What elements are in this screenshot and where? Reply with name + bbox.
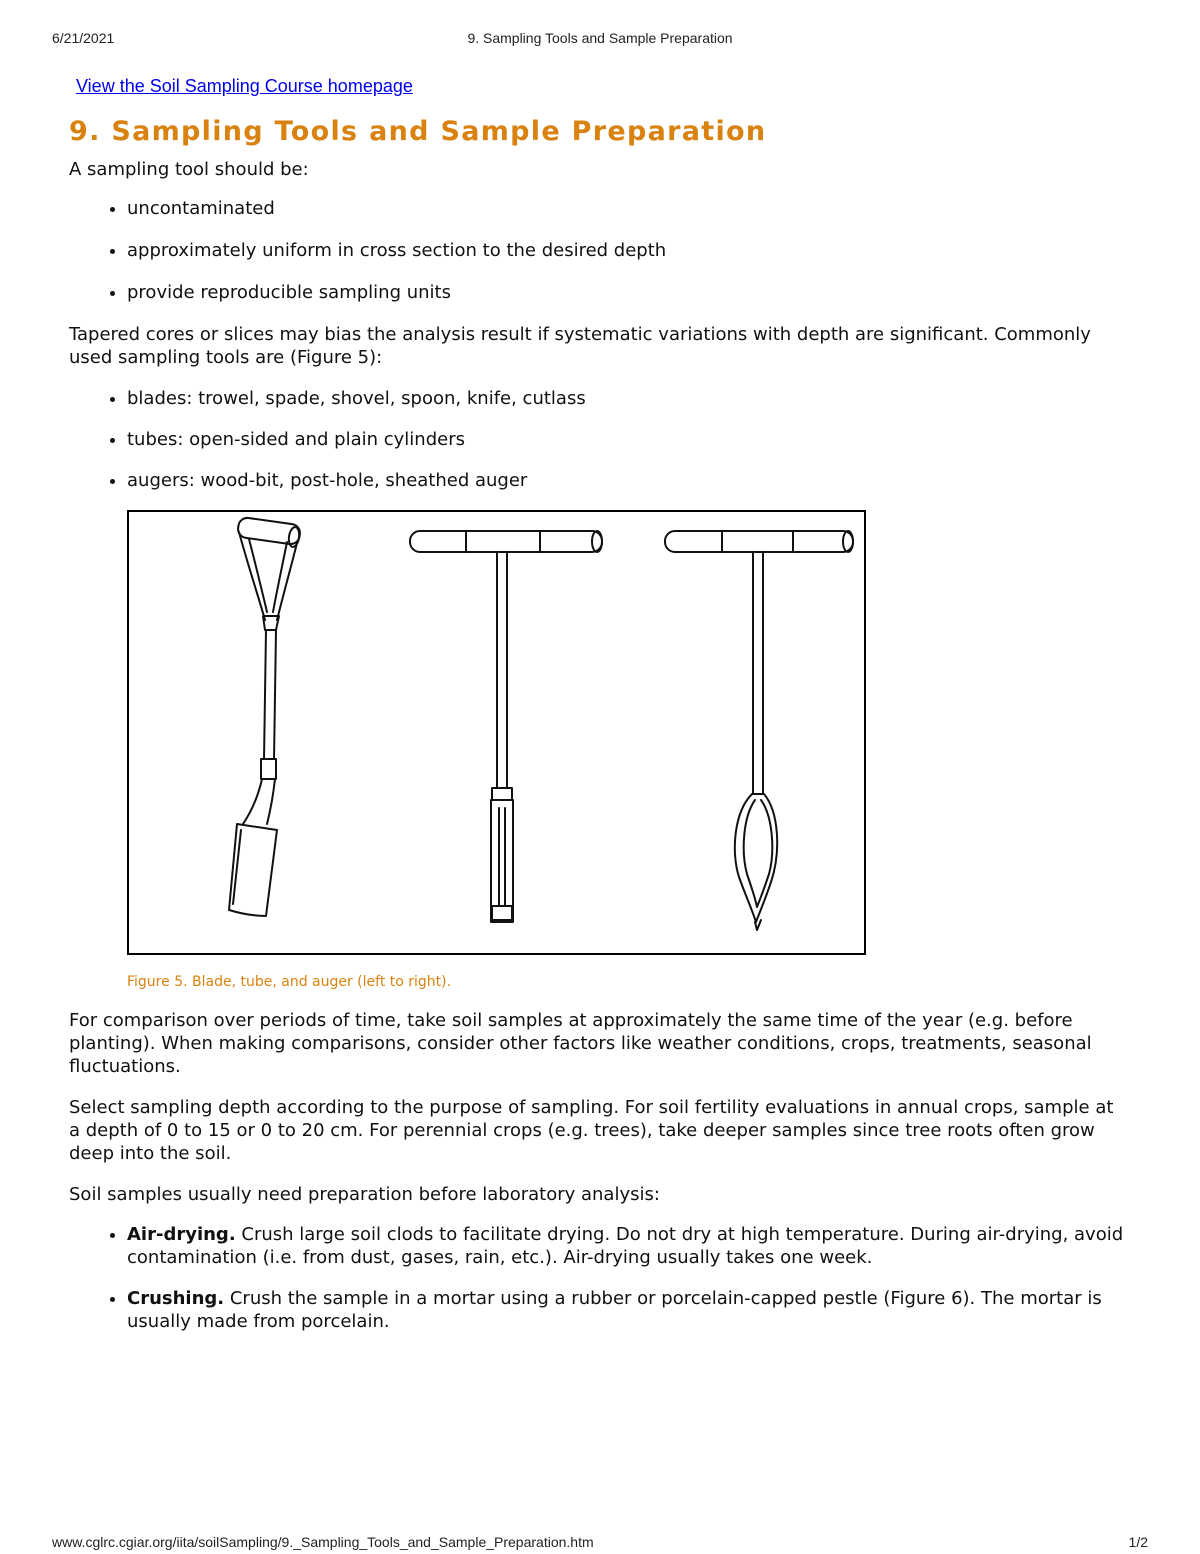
list-item: • tubes: open-sided and plain cylinders	[127, 428, 1129, 451]
depth-paragraph: Select sampling depth according to the purpose of sampling. For soil fertility evaluations in annual crops, sample at a depth of 0 to 15 or 0 to 20 cm. For perennial crops (e.g. trees), take deeper samples since tree roots often grow deep into the soil.	[69, 1097, 1114, 1164]
list-item	[127, 1223, 1129, 1269]
print-url: www.cglrc.cgiar.org/iita/soilSampling/9._Sampling_Tools_and_Sample_Preparation.htm	[52, 1534, 594, 1550]
homepage-link[interactable]: View the Soil Sampling Course homepage	[76, 76, 413, 96]
step-term: Crushing.	[127, 1288, 225, 1309]
page-title: 9. Sampling Tools and Sample Preparation	[69, 116, 767, 147]
step-text: Crush the sample in a mortar using a rubber or porcelain-capped pestle (Figure 6). The mortar is usually made from porcelain.	[127, 1288, 1102, 1332]
print-footer	[52, 1534, 1148, 1554]
list-item	[127, 1287, 1129, 1333]
step-term: Air-drying.	[127, 1224, 236, 1245]
auger-drawing	[665, 531, 853, 930]
print-date: 6/21/2021	[52, 30, 115, 46]
comparison-paragraph: For comparison over periods of time, take soil samples at approximately the same time of the year (e.g. before planting). When making comparisons, consider other factors like weather conditions, crops, treatments, seasonal fluctuations.	[69, 1010, 1092, 1077]
page-content	[69, 76, 1129, 1351]
figure-5-image	[127, 510, 866, 955]
tools-illustration	[129, 512, 864, 953]
list-item: • augers: wood-bit, post-hole, sheathed auger	[127, 469, 1129, 492]
tapered-paragraph: Tapered cores or slices may bias the analysis result if systematic variations with depth are significant. Commonly used sampling tools are (Figure 5):	[69, 324, 1091, 368]
print-title: 9. Sampling Tools and Sample Preparation	[467, 30, 733, 46]
intro-paragraph: A sampling tool should be:	[69, 159, 309, 180]
step-text: Crush large soil clods to facilitate drying. Do not dry at high temperature. During air-drying, avoid contamination (i.e. from dust, gases, rain, etc.). Air-drying usually takes one week.	[127, 1224, 1124, 1268]
prep-steps-list	[69, 1223, 1129, 1333]
tools-list	[69, 387, 1129, 492]
list-item: • provide reproducible sampling units	[127, 281, 1129, 304]
requirements-list	[69, 197, 1129, 304]
list-item: • blades: trowel, spade, shovel, spoon, knife, cutlass	[127, 387, 1129, 410]
figure-caption: Figure 5. Blade, tube, and auger (left to right).	[127, 974, 452, 990]
tube-drawing	[410, 531, 602, 922]
list-item: • approximately uniform in cross section to the desired depth	[127, 239, 1129, 262]
page-number: 1/2	[1128, 1534, 1148, 1550]
list-item: • uncontaminated	[127, 197, 1129, 220]
spade-drawing	[229, 517, 301, 916]
print-header	[52, 30, 1148, 50]
prep-intro-paragraph: Soil samples usually need preparation before laboratory analysis:	[69, 1184, 660, 1205]
